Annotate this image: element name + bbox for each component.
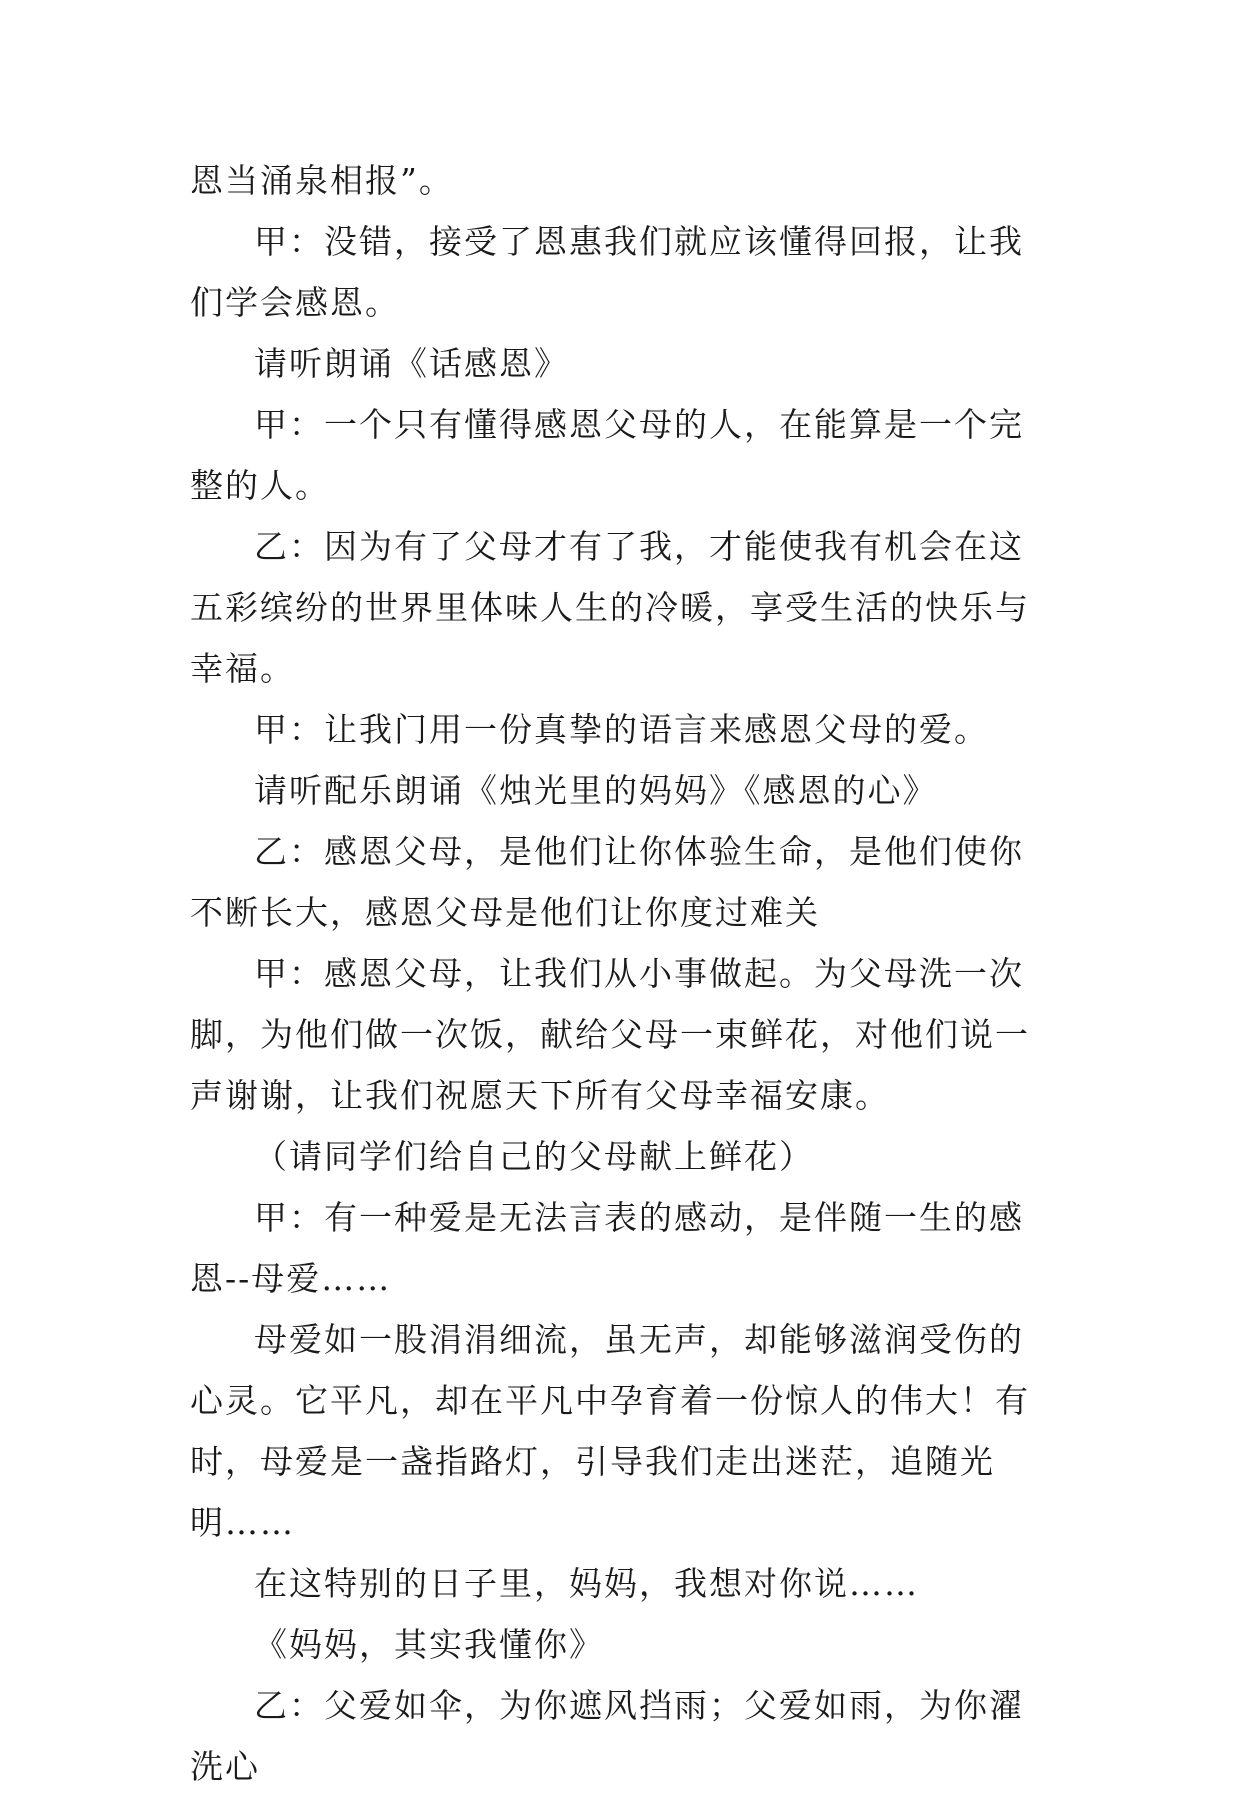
paragraph-continuation: 恩当涌泉相报”。	[190, 161, 454, 200]
paragraph-dialogue-jia: 甲：有一种爱是无法言表的感动，是伴随一生的感恩--母爱……	[190, 1198, 1024, 1298]
paragraph-dialogue-jia: 甲：没错，接受了恩惠我们就应该懂得回报，让我们学会感恩。	[190, 222, 1024, 322]
paragraph-stage-direction: （请同学们给自己的父母献上鲜花）	[254, 1137, 814, 1176]
paragraph-dialogue-jia: 甲：一个只有懂得感恩父母的人，在能算是一个完整的人。	[190, 405, 1024, 505]
paragraph-recitation-cue: 请听朗诵《话感恩》	[254, 344, 569, 383]
paragraph-title-cue: 《妈妈，其实我懂你》	[254, 1625, 604, 1664]
document-page	[190, 150, 1050, 1797]
paragraph-dialogue-yi: 乙：父爱如伞，为你遮风挡雨；父爱如雨，为你濯洗心	[190, 1686, 1024, 1786]
paragraph-narration: 母爱如一股涓涓细流，虽无声，却能够滋润受伤的心灵。它平凡，却在平凡中孕育着一份惊人的伟大！有时，母爱是一盏指路灯，引导我们走出迷茫，追随光明……	[190, 1320, 1030, 1542]
paragraph-dialogue-jia: 甲：感恩父母，让我们从小事做起。为父母洗一次脚，为他们做一次饭，献给父母一束鲜花，对他们说一声谢谢，让我们祝愿天下所有父母幸福安康。	[190, 954, 1030, 1115]
paragraph-narration: 在这特别的日子里，妈妈，我想对你说……	[254, 1564, 919, 1603]
paragraph-dialogue-yi: 乙：感恩父母，是他们让你体验生命，是他们使你不断长大，感恩父母是他们让你度过难关	[190, 832, 1024, 932]
paragraph-dialogue-jia: 甲：让我门用一份真挚的语言来感恩父母的爱。	[254, 710, 989, 749]
paragraph-recitation-cue: 请听配乐朗诵《烛光里的妈妈》《感恩的心》	[254, 771, 938, 810]
paragraph-dialogue-yi: 乙：因为有了父母才有了我，才能使我有机会在这五彩缤纷的世界里体味人生的冷暖，享受生活的快乐与幸福。	[190, 527, 1030, 688]
